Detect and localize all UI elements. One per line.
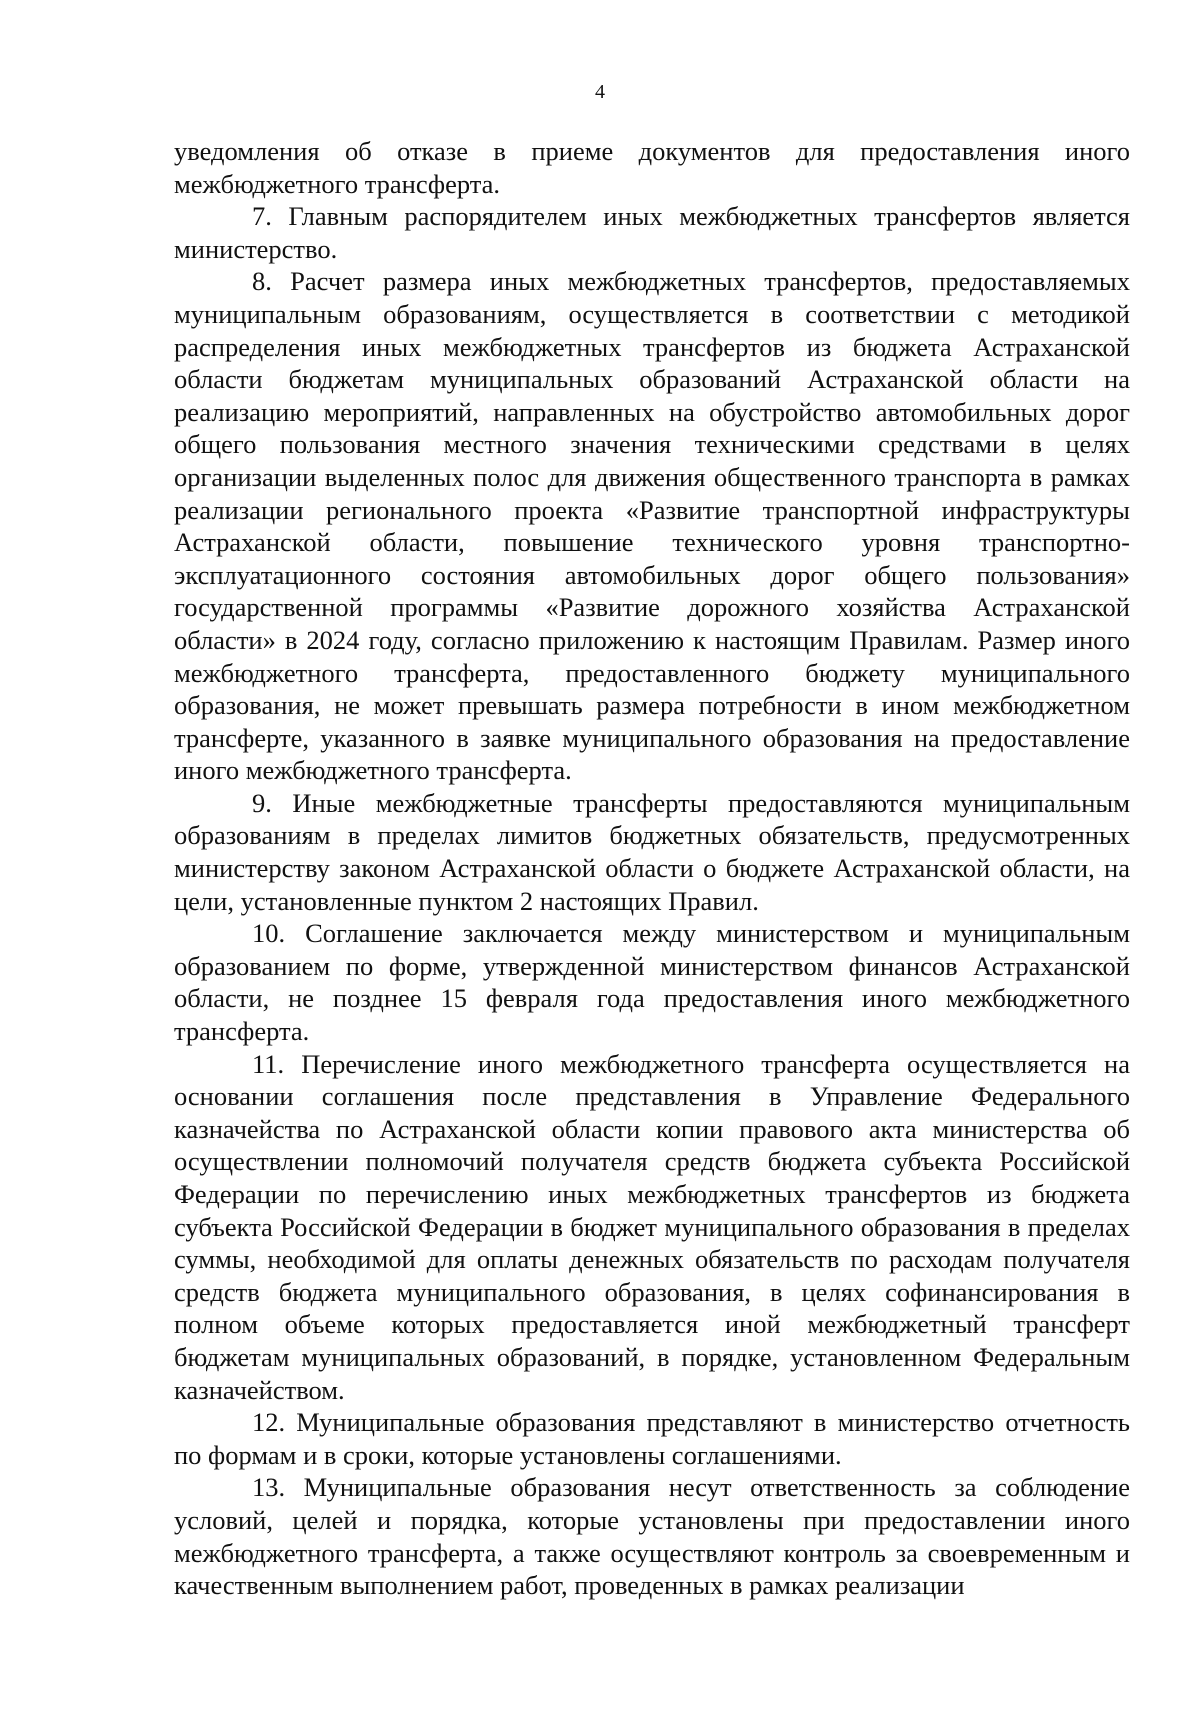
paragraph-item-10: 10. Соглашение заключается между министерством и муниципальным образованием по форме, утвержденной министерством финансов Астраханской области, не позднее 15 февраля года предоставления иного межбюджетного трансферта. — [174, 918, 1130, 1047]
paragraph-item-13: 13. Муниципальные образования несут ответственность за соблюдение условий, целей и порядка, которые установлены при предоставлении иного межбюджетного трансферта, а также осуществляют контроль за своевременным и качественным выполнением работ, проведенных в рамках реализации — [174, 1472, 1130, 1601]
paragraph-continuation: уведомления об отказе в приеме документов для предоставления иного межбюджетного трансферта. — [174, 136, 1130, 199]
paragraph-item-7: 7. Главным распорядителем иных межбюджетных трансфертов является министерство. — [174, 201, 1130, 264]
paragraph-item-9: 9. Иные межбюджетные трансферты предоставляются муниципальным образованиям в пределах лимитов бюджетных обязательств, предусмотренных министерству законом Астраханской области о бюджете Астраханской области, на цели, установленные пунктом 2 настоящих Правил. — [174, 787, 1130, 916]
paragraph-item-12: 12. Муниципальные образования представляют в министерство отчетность по формам и в сроки, которые установлены соглашениями. — [174, 1407, 1130, 1470]
document-body — [174, 135, 1130, 1602]
paragraph-item-11: 11. Перечисление иного межбюджетного трансферта осуществляется на основании соглашения после представления в Управление Федерального казначейства по Астраханской области копии правового акта министерства об осуществлении полномочий получателя средств бюджета субъекта Российской Федерации по перечислению иных межбюджетных трансфертов из бюджета субъекта Российской Федерации в бюджет муниципального образования в пределах суммы, необходимой для оплаты денежных обязательств по расходам получателя средств бюджета муниципального образования, в целях софинансирования в полном объеме которых предоставляется иной межбюджетный трансферт бюджетам муниципальных образований, в порядке, установленном Федеральным казначейством. — [174, 1048, 1130, 1405]
page-number: 4 — [595, 81, 605, 103]
paragraph-item-8: 8. Расчет размера иных межбюджетных трансфертов, предоставляемых муниципальным образованиям, осуществляется в соответствии с методикой распределения иных межбюджетных трансфертов из бюджета Астраханской области бюджетам муниципальных образований Астраханской области на реализацию мероприятий, направленных на обустройство автомобильных дорог общего пользования местного значения техническими средствами в целях организации выделенных полос для движения общественного транспорта в рамках реализации регионального проекта «Развитие транспортной инфраструктуры Астраханской области, повышение технического уровня транспортно-эксплуатационного состояния автомобильных дорог общего пользования» государственной программы «Развитие дорожного хозяйства Астраханской области» в 2024 году, согласно приложению к настоящим Правилам. Размер иного межбюджетного трансферта, предоставленного бюджету муниципального образования, не может превышать размера потребности в ином межбюджетном трансферте, указанного в заявке муниципального образования на предоставление иного межбюджетного трансферта. — [174, 266, 1130, 786]
